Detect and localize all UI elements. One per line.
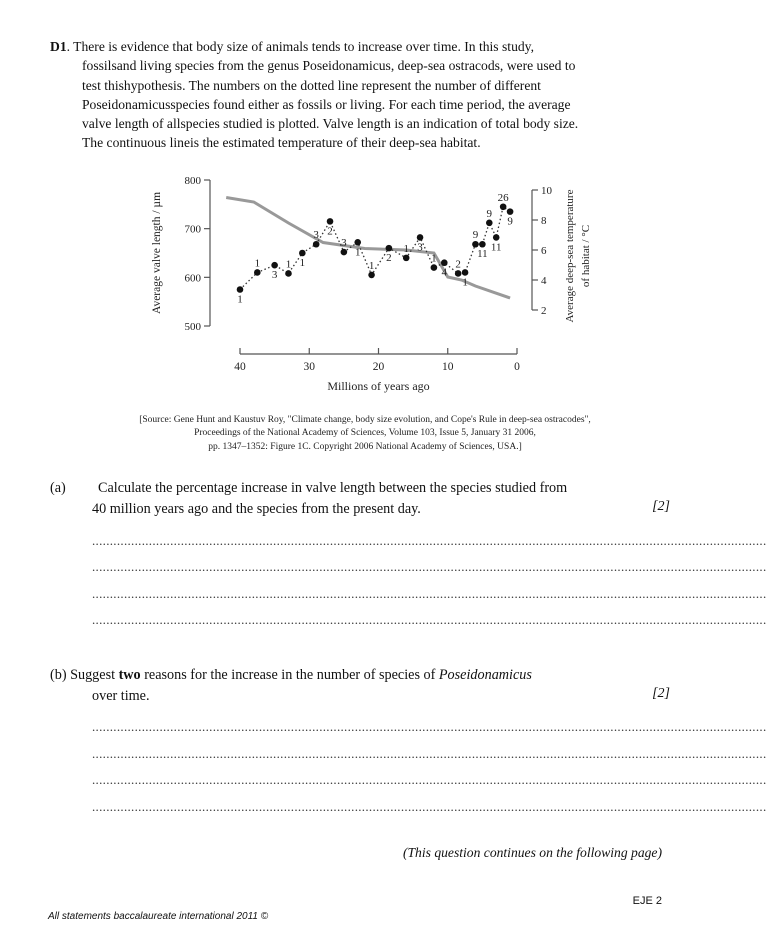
valve-length-point xyxy=(417,234,424,241)
question-intro xyxy=(50,37,664,153)
species-count-label: 2 xyxy=(455,258,461,271)
intro-line-4: Poseidonamicusspecies found either as fossils or living. For each time period, the average xyxy=(82,96,571,112)
answer-line-a3[interactable]: .............................................................................................................................................................................................. xyxy=(92,586,767,601)
answer-line-a4[interactable]: .............................................................................................................................................................................................. xyxy=(92,612,767,627)
right-axis-tick-label: 6 xyxy=(541,245,547,257)
species-count-label: 1 xyxy=(285,258,292,271)
figure-source xyxy=(110,414,620,454)
valve-length-point xyxy=(486,220,493,227)
part-b-label: (b) xyxy=(50,667,67,683)
valve-length-point xyxy=(299,250,306,257)
part-b-text-bold: two xyxy=(118,667,141,683)
valve-length-point xyxy=(386,245,393,252)
species-count-label: 1 xyxy=(354,246,361,259)
part-a-label: (a) xyxy=(50,480,66,496)
page-code: EJE 2 xyxy=(632,895,662,907)
part-a-marks: [2] xyxy=(652,499,670,514)
valve-length-point xyxy=(237,286,244,293)
valve-length-point xyxy=(254,269,261,276)
right-axis-title-2: of habitat / °C xyxy=(580,224,592,288)
species-count-label: 1 xyxy=(403,242,409,255)
part-a-line-1: Calculate the percentage increase in valve length between the species studied from xyxy=(98,480,568,496)
intro-line-6: The continuous lineis the estimated temperature of their deep-sea habitat. xyxy=(82,135,481,151)
valve-length-point xyxy=(313,241,320,248)
source-line-1: [Source: Gene Hunt and Kaustuv Roy, "Climate change, body size evolution, and Cope's Rule in deep-sea ostracodes", xyxy=(139,415,591,425)
part-b-text-mid: reasons for the increase in the number of species of xyxy=(140,667,439,683)
x-axis-tick-label: 0 xyxy=(514,361,520,373)
valve-length-point xyxy=(507,208,514,215)
valve-length-point xyxy=(500,203,507,210)
valve-length-point xyxy=(271,262,278,269)
species-count-label: 1 xyxy=(368,259,375,272)
x-axis-tick-label: 40 xyxy=(234,361,246,373)
intro-line-5: valve length of allspecies studied is plotted. Valve length is an indication of total body size. xyxy=(82,116,579,132)
species-count-label: 11 xyxy=(477,248,488,261)
right-axis-tick-label: 8 xyxy=(541,215,547,227)
left-axis-title: Average valve length / µm xyxy=(151,191,163,315)
answer-line-b4[interactable]: .............................................................................................................................................................................................. xyxy=(92,799,767,814)
species-count-label: 2 xyxy=(386,252,392,265)
species-count-label: 3 xyxy=(313,229,319,242)
right-axis-tick-label: 10 xyxy=(541,185,552,197)
copyright-footer: All statements baccalaureate international 2011 © xyxy=(48,911,269,922)
valve-length-point xyxy=(441,259,448,266)
valve-length-point xyxy=(341,249,348,256)
valve-length-point xyxy=(479,241,486,248)
valve-length-point xyxy=(472,241,479,248)
species-count-label: 3 xyxy=(417,241,423,254)
species-count-label: 9 xyxy=(472,229,479,242)
left-axis-tick-label: 600 xyxy=(184,272,201,285)
answer-line-a2[interactable]: .............................................................................................................................................................................................. xyxy=(92,559,767,574)
intro-line-1: . There is evidence that body size of animals tends to increase over time. In this study, xyxy=(66,39,534,54)
x-axis-tick-label: 10 xyxy=(442,361,454,373)
valve-length-point xyxy=(285,270,292,277)
answer-line-a1[interactable]: .............................................................................................................................................................................................. xyxy=(92,533,767,548)
part-b-line-1 xyxy=(50,665,532,686)
species-count-label: 1 xyxy=(237,293,243,306)
part-b-text-pre: Suggest xyxy=(70,667,119,683)
part-b-marks: [2] xyxy=(652,686,670,701)
source-line-3: pp. 1347–1352: Figure 1C. Copyright 2006 National Academy of Sciences, USA.] xyxy=(208,441,522,452)
valve-length-point xyxy=(403,255,410,262)
right-axis-title-1: Average deep-sea temperature xyxy=(564,189,576,323)
species-count-label: 9 xyxy=(507,215,513,228)
valve-length-point xyxy=(327,218,334,225)
left-axis-tick-label: 500 xyxy=(184,321,201,333)
species-count-label: 4 xyxy=(441,266,448,279)
valve-length-point xyxy=(368,272,375,279)
species-count-label: 1 xyxy=(431,252,437,265)
species-count-label: 26 xyxy=(497,191,509,204)
species-count-label: 1 xyxy=(462,276,468,289)
right-axis-tick-label: 4 xyxy=(541,275,547,287)
species-count-label: 9 xyxy=(486,207,493,220)
species-count-label: 1 xyxy=(299,257,306,269)
left-axis-tick-label: 700 xyxy=(184,223,201,236)
species-count-label: 2 xyxy=(327,225,333,238)
species-count-label: 3 xyxy=(271,269,278,282)
part-a-line-2: 40 million years ago and the species from the present day. xyxy=(92,501,421,517)
left-axis-tick-label: 800 xyxy=(184,175,201,187)
answer-line-b2[interactable]: .............................................................................................................................................................................................. xyxy=(92,746,767,761)
intro-line-2: fossilsand living species from the genus Poseidonamicus, deep-sea ostracods, were used to xyxy=(82,58,576,74)
species-count-label: 1 xyxy=(254,257,261,270)
right-axis-tick-label: 2 xyxy=(541,305,547,317)
x-axis-title: Millions of years ago xyxy=(327,379,430,393)
part-b-text-italic: Poseidonamicus xyxy=(438,667,532,683)
question-id: D1 xyxy=(50,39,67,54)
answer-line-b3[interactable]: .............................................................................................................................................................................................. xyxy=(92,772,767,787)
species-count-label: 3 xyxy=(341,237,347,250)
x-axis-tick-label: 20 xyxy=(372,361,385,373)
valve-length-point xyxy=(493,234,500,241)
part-b-line-2: over time. xyxy=(92,688,150,704)
answer-line-b1[interactable]: .............................................................................................................................................................................................. xyxy=(92,719,767,734)
source-line-2: Proceedings of the National Academy of Sciences, Volume 103, Issue 5, January 31 2006, xyxy=(194,428,536,439)
valve-length-point xyxy=(354,239,361,246)
species-count-label: 11 xyxy=(490,241,502,254)
valve-length-point xyxy=(431,264,438,271)
continue-note: (This question continues on the following page) xyxy=(402,845,662,860)
valve-length-point xyxy=(455,270,462,277)
x-axis-tick-label: 30 xyxy=(303,361,315,373)
intro-line-3: test thishypothesis. The numbers on the dotted line represent the number of different xyxy=(82,77,541,93)
valve-length-point xyxy=(462,269,469,276)
